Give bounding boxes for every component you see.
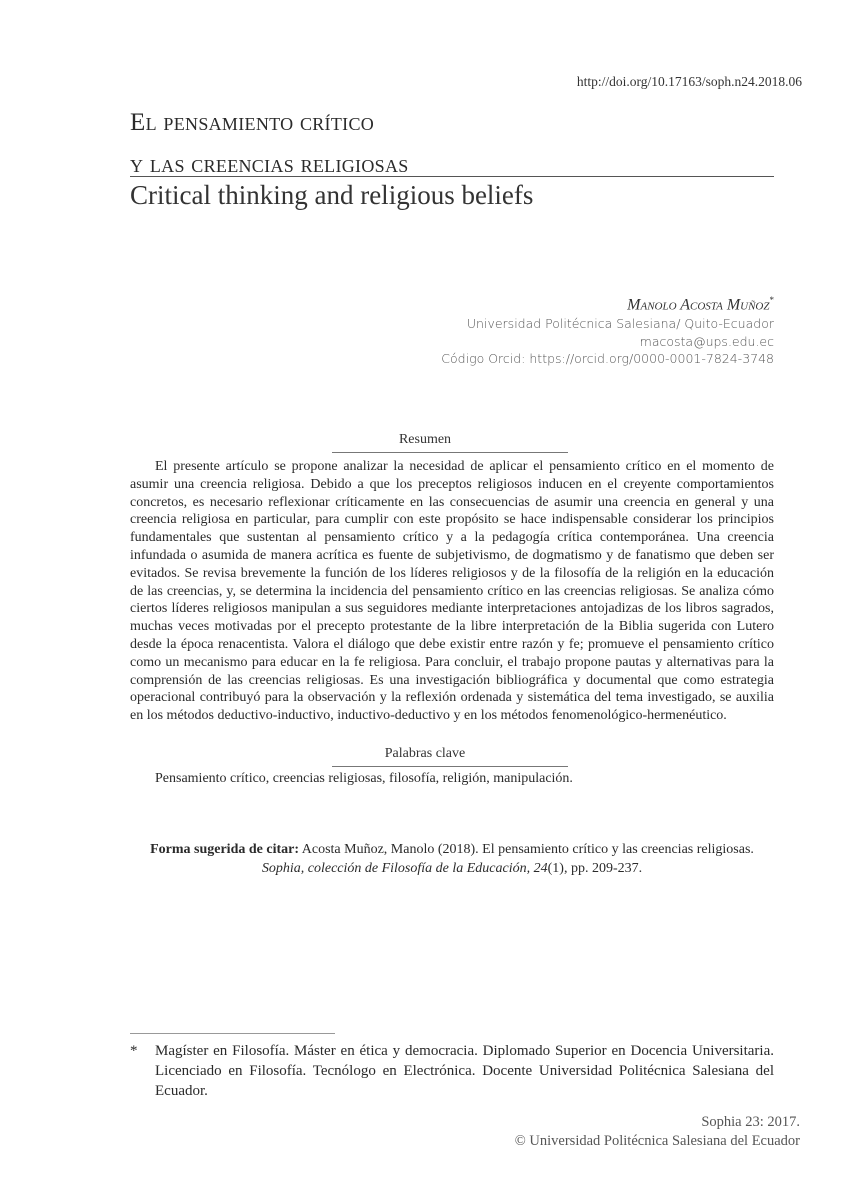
title-spanish-line-1: El pensamiento crítico: [130, 109, 375, 136]
author-name: [441, 290, 774, 315]
keywords-heading: Palabras clave: [384, 746, 466, 761]
title-english: Critical thinking and religious beliefs: [130, 180, 534, 210]
author-affiliation: Universidad Politécnica Salesiana/ Quito-Ecuador: [466, 316, 774, 332]
author-email[interactable]: macosta@ups.edu.ec: [639, 333, 774, 349]
citation-text: Acosta Muñoz, Manolo (2018). El pensamiento crítico y las creencias religiosas.: [299, 842, 754, 857]
citation-journal: Sophia, colección de Filosofía de la Educación, 24: [261, 861, 548, 876]
title-divider: [130, 176, 774, 177]
footnote: [130, 1041, 774, 1101]
title-spanish: [130, 102, 774, 186]
title-spanish-line-2: y las creencias religiosas: [130, 151, 409, 178]
footer-journal-issue: Sophia 23: 2017.: [701, 1114, 800, 1130]
author-footnote-mark: *: [769, 295, 774, 305]
author-name-text: Manolo Acosta Muñoz: [627, 296, 770, 314]
footer-copyright: © Universidad Politécnica Salesiana del Ecuador: [514, 1133, 800, 1149]
abstract-heading: Resumen: [398, 432, 452, 447]
doi-link[interactable]: http://doi.org/10.17163/soph.n24.2018.06: [576, 74, 802, 89]
keywords-text: Pensamiento crítico, creencias religiosas, filosofía, religión, manipulación.: [155, 771, 573, 786]
page-footer: [515, 1113, 800, 1151]
abstract-heading-rule: [332, 452, 568, 453]
author-orcid[interactable]: Código Orcid: https://orcid.org/0000-0001-7824-3748: [441, 351, 774, 367]
keywords-heading-rule: [332, 766, 568, 767]
footnote-divider: [130, 1033, 335, 1034]
footnote-text: Magíster en Filosofía. Máster en ética y democracia. Diplomado Superior en Docencia Universitaria. Licenciado en Filosofía. Tecnólogo en Electrónica. Docente Universidad Politécnica Salesiana del Ecuador.: [155, 1043, 774, 1099]
abstract-text: El presente artículo se propone analizar la necesidad de aplicar el pensamiento crítico en el momento de asumir una creencia religiosa. Debido a que los preceptos religiosos inducen en el creyente comportamientos concretos, es necesario reflexionar críticamente en las consecuencias de asumir una creencia en general y una creencia religiosa en particular, para cumplir con este propósito se hace indispensable considerar los principios fundamentales que sustentan al pensamiento crítico y a la pedagogía crítica contemporánea. Una creencia infundada o asumida de manera acrítica es fuente de subjetivismo, de dogmatismo y de fanatismo que deben ser evitados. Se revisa brevemente la función de los líderes religiosos y de la filosofía de la religión en la educación de las creencias, y, se determina la incidencia del pensamiento crítico en las creencias religiosas. Se analiza cómo ciertos líderes religiosos manipulan a sus seguidores mediante interpretaciones antojadizas de los libros sagrados, muchas veces motivadas por el precepto protestante de la libre interpretación de la Biblia sugerida con Lutero desde la época renacentista. Valora el diálogo que debe existir entre razón y fe; promueve el pensamiento crítico como un mecanismo para educar en la fe religiosa. Para concluir, el trabajo propone pautas y alternativas para la comprensión de las creencias religiosas. Es una investigación bibliográfica y documental que como estrategia operacional contribuyó para la observación y la reflexión ordenada y sistemática del tema investigado, se auxilia en los métodos deductivo-inductivo, inductivo-deductivo y en los métodos fenomenológico-hermenéutico.: [130, 459, 774, 724]
citation-label: Forma sugerida de citar:: [150, 842, 300, 857]
suggested-citation: [130, 840, 774, 878]
author-block: [441, 290, 774, 368]
footnote-mark: *: [130, 1043, 138, 1059]
citation-issue-pages: (1), pp. 209-237.: [547, 861, 643, 876]
